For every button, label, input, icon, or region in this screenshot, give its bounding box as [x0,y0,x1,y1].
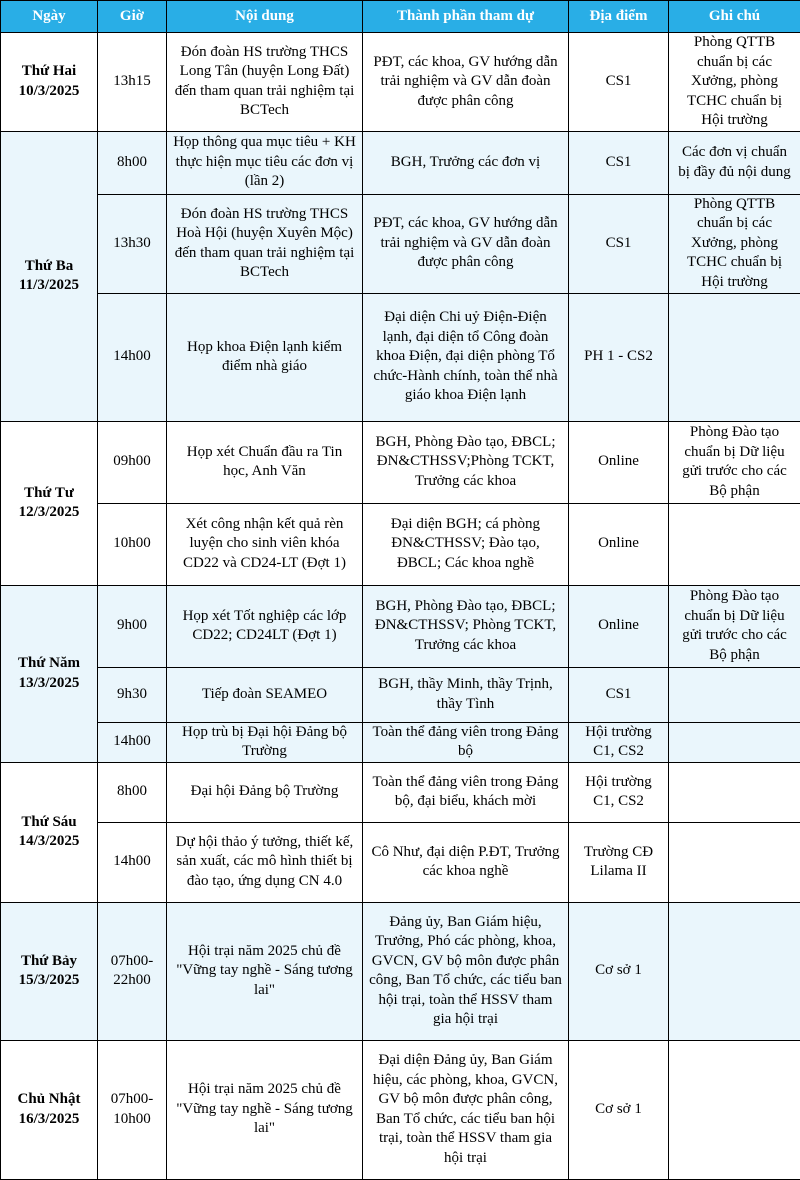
time-cell: 8h00 [98,762,167,822]
participants-cell: Đại diện BGH; cá phòng ĐN&CTHSSV; Đào tạo, ĐBCL; Các khoa nghề [363,503,569,585]
header-note: Ghi chú [669,1,800,33]
note-cell: Các đơn vị chuẩn bị đầy đủ nội dung [669,131,800,194]
time-cell: 14h00 [98,293,167,421]
table-row [1,902,800,1040]
day-name: Thứ Tư [24,485,74,501]
note-cell [669,293,800,421]
note-cell: Phòng QTTB chuẩn bị các Xưởng, phòng TCHC chuẩn bị Hội trường [669,33,800,132]
time-cell: 10h00 [98,503,167,585]
note-cell [669,722,800,762]
location-cell: Online [569,585,669,667]
note-cell [669,1040,800,1179]
table-row [1,33,800,132]
participants-cell: Đại diện Chi uỷ Điện-Điện lạnh, đại diện tổ Công đoàn khoa Điện, đại diện phòng Tổ chức-Hành chính, toàn thể nhà giáo khoa Điện lạnh [363,293,569,421]
content-cell: Đón đoàn HS trường THCS Long Tân (huyện Long Đất) đến tham quan trải nghiệm tại BCTech [167,33,363,132]
day-name: Chủ Nhật [18,1091,81,1107]
table-row [1,194,800,293]
day-cell [1,902,98,1040]
content-cell: Xét công nhận kết quả rèn luyện cho sinh viên khóa CD22 và CD24-LT (Đợt 1) [167,503,363,585]
participants-cell: BGH, Phòng Đào tạo, ĐBCL; ĐN&CTHSSV; Phòng TCKT, Trưởng các khoa [363,585,569,667]
day-name: Thứ Sáu [21,814,76,830]
location-cell: Hội trường C1, CS2 [569,762,669,822]
day-date: 16/3/2025 [19,1111,80,1127]
time-cell: 9h30 [98,667,167,722]
participants-cell: BGH, Trưởng các đơn vị [363,131,569,194]
table-row [1,667,800,722]
day-cell [1,1040,98,1179]
note-cell: Phòng Đào tạo chuẩn bị Dữ liệu gửi trước cho các Bộ phận [669,585,800,667]
participants-cell: BGH, thầy Minh, thầy Trịnh, thầy Tình [363,667,569,722]
day-date: 11/3/2025 [19,277,79,293]
day-name: Thứ Ba [25,258,74,274]
participants-cell: PĐT, các khoa, GV hướng dẫn trải nghiệm và GV dẫn đoàn được phân công [363,194,569,293]
content-cell: Đại hội Đảng bộ Trường [167,762,363,822]
day-cell [1,762,98,902]
participants-cell: PĐT, các khoa, GV hướng dẫn trải nghiệm và GV dẫn đoàn được phân công [363,33,569,132]
content-cell: Họp thông qua mục tiêu + KH thực hiện mục tiêu các đơn vị (lần 2) [167,131,363,194]
day-date: 14/3/2025 [19,833,80,849]
table-row [1,503,800,585]
location-cell: CS1 [569,667,669,722]
location-cell: Trường CĐ Lilama II [569,822,669,902]
day-date: 10/3/2025 [19,83,80,99]
content-cell: Dự hội thảo ý tưởng, thiết kế, sản xuất, các mô hình thiết bị đào tạo, ứng dụng CN 4.0 [167,822,363,902]
day-date: 12/3/2025 [19,504,80,520]
location-cell: CS1 [569,194,669,293]
header-time: Giờ [98,1,167,33]
day-cell [1,585,98,762]
day-cell [1,421,98,585]
header-participants: Thành phần tham dự [363,1,569,33]
table-row [1,722,800,762]
time-cell: 07h00-10h00 [98,1040,167,1179]
day-date: 13/3/2025 [19,675,80,691]
location-cell: Cơ sở 1 [569,1040,669,1179]
time-cell: 9h00 [98,585,167,667]
participants-cell: Đại diện Đảng ủy, Ban Giám hiệu, các phòng, khoa, GVCN, GV bộ môn được phân công, Ban Tổ chức, các tiểu ban hội trại, toàn thể HSSV tham gia hội trại [363,1040,569,1179]
day-name: Thứ Bảy [21,953,77,969]
table-row [1,293,800,421]
note-cell [669,822,800,902]
participants-cell: Toàn thể đảng viên trong Đảng bộ [363,722,569,762]
day-name: Thứ Năm [18,655,80,671]
table-row [1,131,800,194]
content-cell: Đón đoàn HS trường THCS Hoà Hội (huyện Xuyên Mộc) đến tham quan trải nghiệm tại BCTech [167,194,363,293]
time-cell: 09h00 [98,421,167,503]
note-cell [669,503,800,585]
content-cell: Họp khoa Điện lạnh kiểm điểm nhà giáo [167,293,363,421]
participants-cell: Toàn thể đảng viên trong Đảng bộ, đại biểu, khách mời [363,762,569,822]
table-row [1,585,800,667]
day-date: 15/3/2025 [19,972,80,988]
header-location: Địa điểm [569,1,669,33]
content-cell: Tiếp đoàn SEAMEO [167,667,363,722]
day-cell [1,131,98,421]
note-cell [669,762,800,822]
location-cell: Cơ sở 1 [569,902,669,1040]
day-cell [1,33,98,132]
header-content: Nội dung [167,1,363,33]
participants-cell: Cô Như, đại diện P.ĐT, Trưởng các khoa nghề [363,822,569,902]
table-row [1,1040,800,1179]
location-cell: Online [569,421,669,503]
content-cell: Hội trại năm 2025 chủ đề "Vững tay nghề - Sáng tương lai" [167,1040,363,1179]
header-row [1,1,800,33]
time-cell: 13h30 [98,194,167,293]
time-cell: 13h15 [98,33,167,132]
content-cell: Họp trù bị Đại hội Đảng bộ Trường [167,722,363,762]
time-cell: 14h00 [98,722,167,762]
note-cell: Phòng Đào tạo chuẩn bị Dữ liệu gửi trước cho các Bộ phận [669,421,800,503]
note-cell: Phòng QTTB chuẩn bị các Xưởng, phòng TCHC chuẩn bị Hội trường [669,194,800,293]
content-cell: Họp xét Tốt nghiệp các lớp CD22; CD24LT (Đợt 1) [167,585,363,667]
table-row [1,822,800,902]
participants-cell: Đảng ủy, Ban Giám hiệu, Trưởng, Phó các phòng, khoa, GVCN, GV bộ môn được phân công, Ban Tổ chức, các tiểu ban hội trại, toàn thể HSSV tham gia hội trại [363,902,569,1040]
participants-cell: BGH, Phòng Đào tạo, ĐBCL; ĐN&CTHSSV;Phòng TCKT, Trưởng các khoa [363,421,569,503]
day-name: Thứ Hai [22,63,76,79]
time-cell: 07h00-22h00 [98,902,167,1040]
note-cell [669,667,800,722]
note-cell [669,902,800,1040]
location-cell: CS1 [569,131,669,194]
table-row [1,762,800,822]
content-cell: Hội trại năm 2025 chủ đề "Vững tay nghề - Sáng tương lai" [167,902,363,1040]
time-cell: 14h00 [98,822,167,902]
header-day: Ngày [1,1,98,33]
location-cell: Online [569,503,669,585]
table-row [1,421,800,503]
location-cell: PH 1 - CS2 [569,293,669,421]
location-cell: Hội trường C1, CS2 [569,722,669,762]
time-cell: 8h00 [98,131,167,194]
content-cell: Họp xét Chuẩn đầu ra Tin học, Anh Văn [167,421,363,503]
location-cell: CS1 [569,33,669,132]
